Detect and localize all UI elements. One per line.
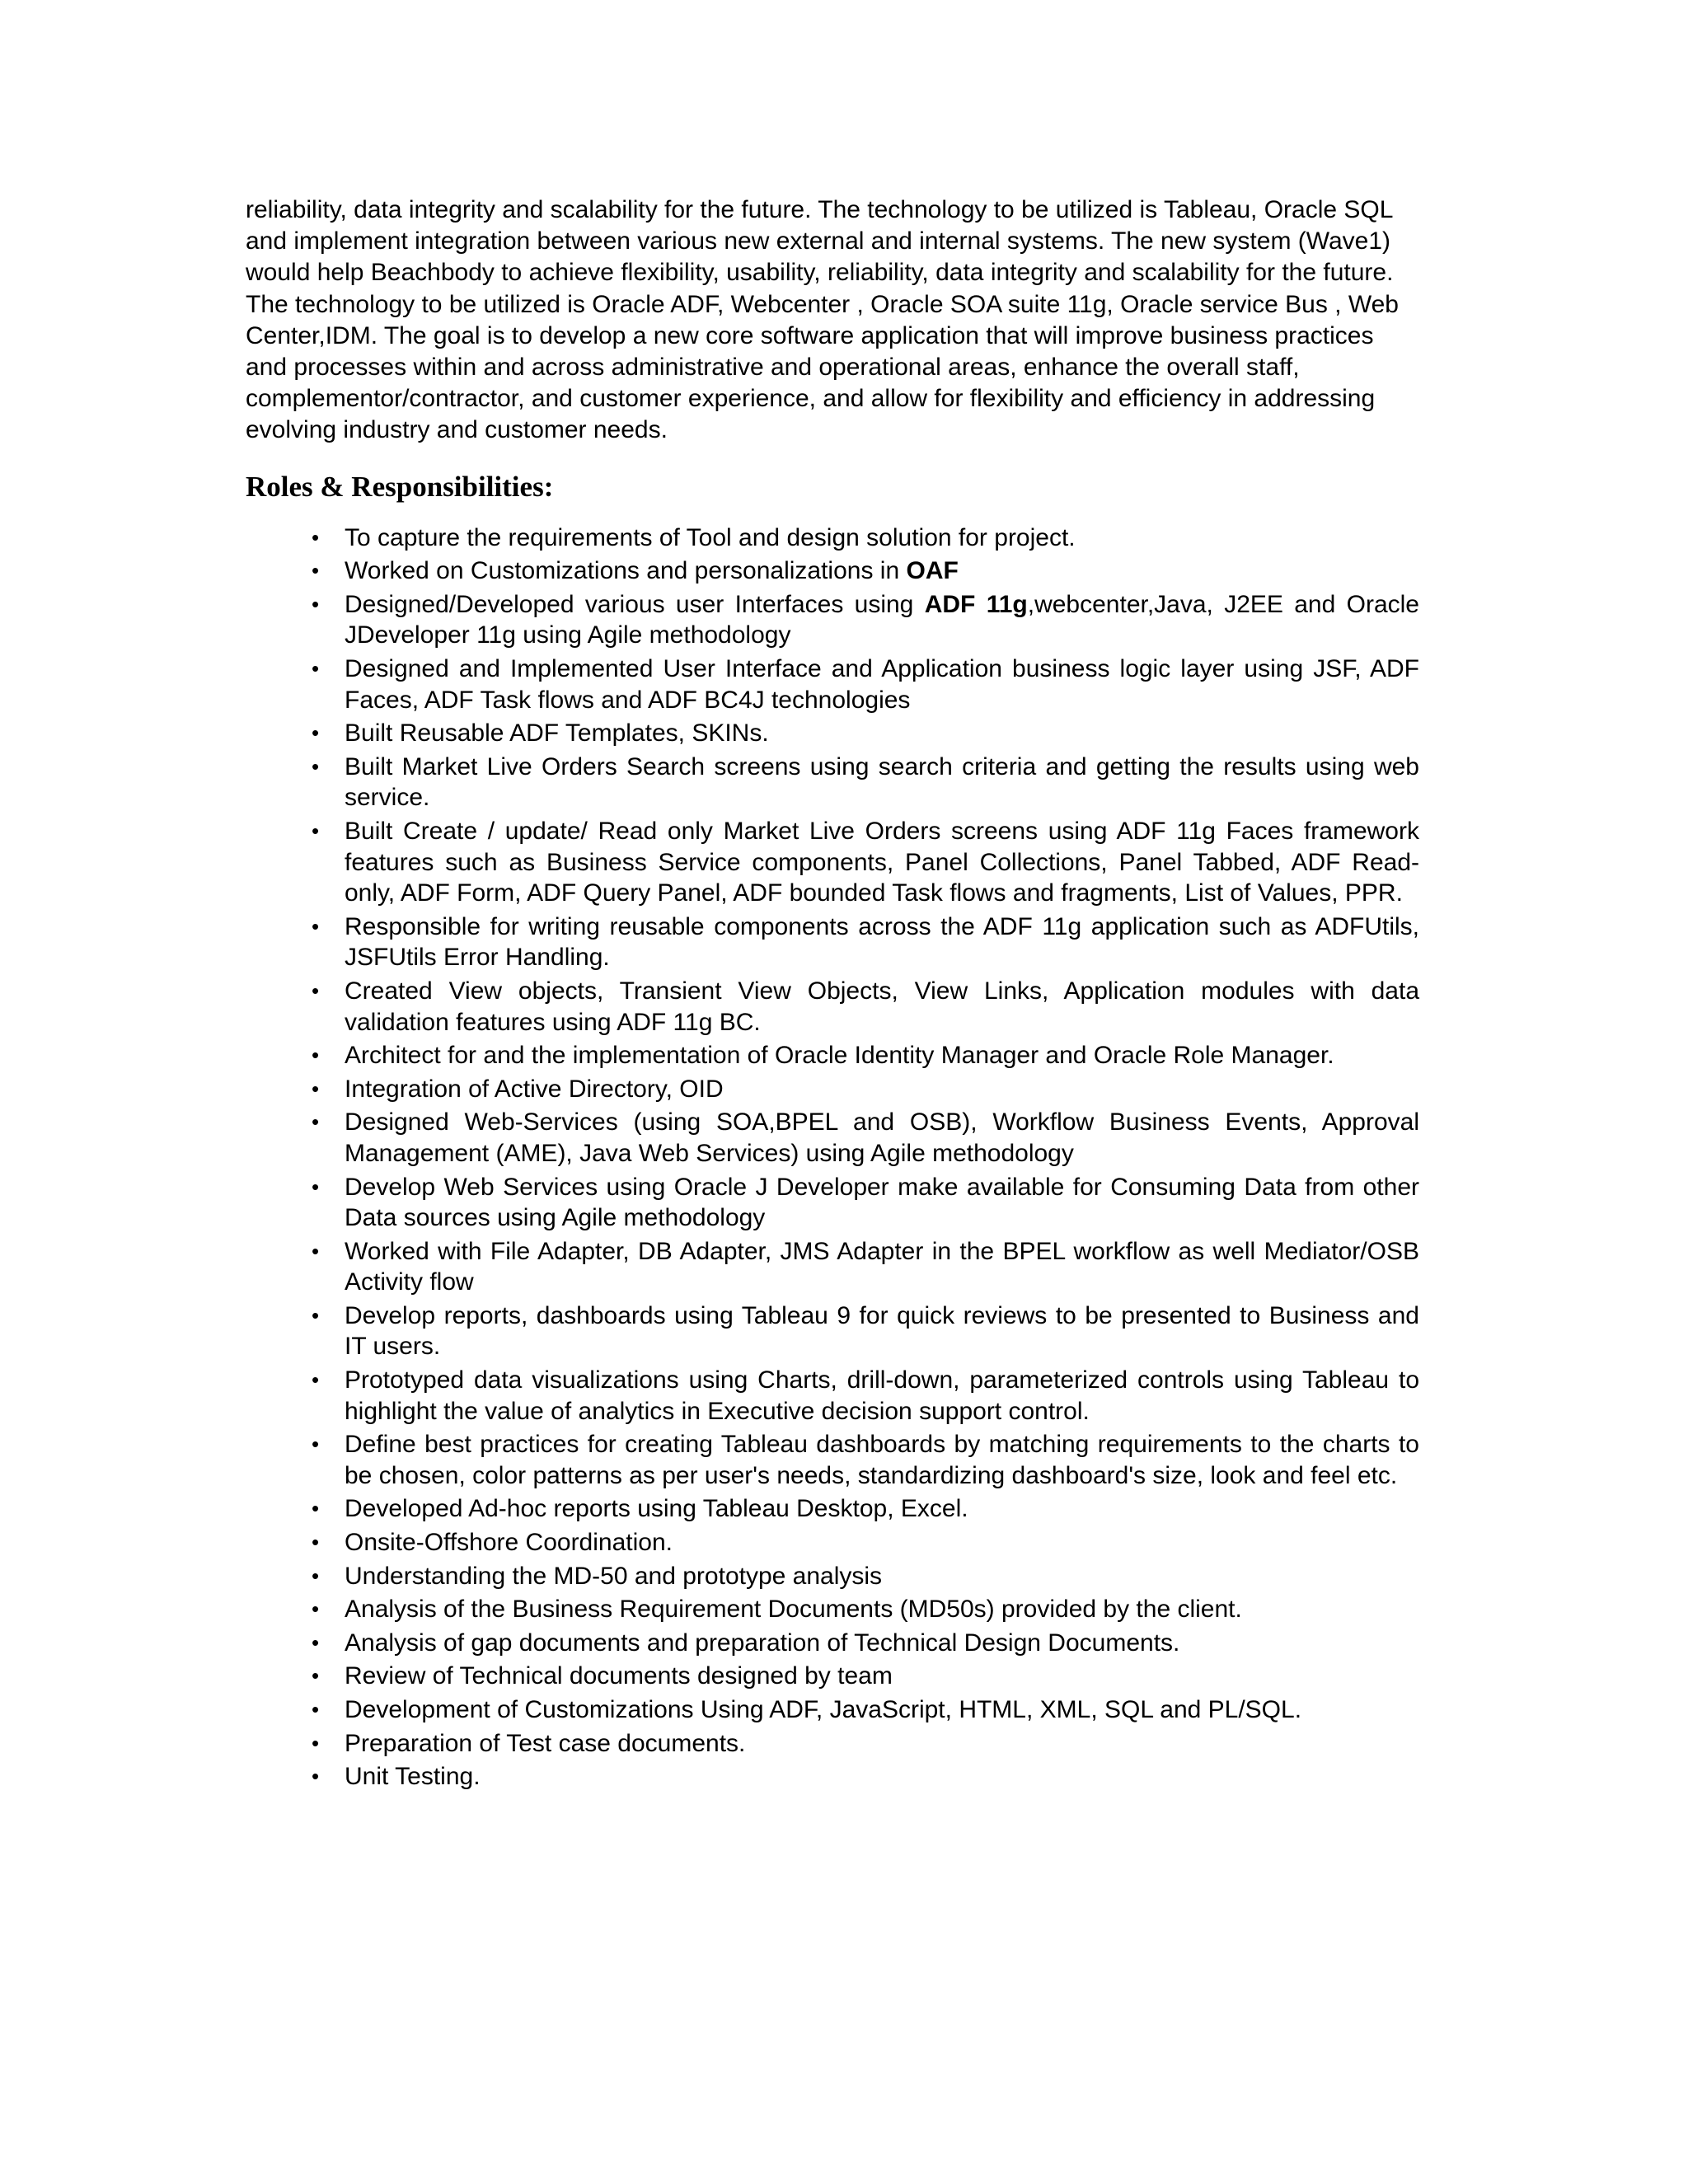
bullet-icon: • (312, 818, 320, 843)
responsibility-text: Built Market Live Orders Search screens using search criteria and getting the results using web service. (345, 752, 1419, 812)
responsibility-item (246, 1236, 1419, 1298)
responsibility-item (246, 718, 1419, 749)
responsibility-text: Developed Ad-hoc reports using Tableau Desktop, Excel. (345, 1495, 968, 1523)
bullet-icon: • (312, 1596, 320, 1622)
responsibility-text: Integration of Active Directory, OID (345, 1075, 724, 1103)
responsibility-text: Develop reports, dashboards using Tableau 9 for quick reviews to be presented to Business and IT users. (345, 1301, 1419, 1361)
responsibility-text: To capture the requirements of Tool and design solution for project. (345, 523, 1076, 551)
responsibility-item (246, 752, 1419, 813)
responsibility-text: Designed Web-Services (using SOA,BPEL and OSB), Workflow Business Events, Approval Management (AME), Java Web Services) using Agile methodology (345, 1108, 1419, 1167)
responsibility-text: Develop Web Services using Oracle J Developer make available for Consuming Data from other Data sources using Agile methodology (345, 1173, 1419, 1232)
bullet-icon: • (312, 1367, 320, 1393)
responsibility-text: Unit Testing. (345, 1763, 481, 1791)
responsibility-text: Responsible for writing reusable components across the ADF 11g application such as ADFUtils, JSFUtils Error Handling. (345, 912, 1419, 972)
bullet-icon: • (312, 1043, 320, 1068)
responsibility-item (246, 1527, 1419, 1558)
bullet-icon: • (312, 524, 320, 550)
responsibility-emphasis: OAF (906, 557, 959, 585)
responsibility-item (246, 1628, 1419, 1659)
bullet-icon: • (312, 1530, 320, 1555)
responsibility-text: Onsite-Offshore Coordination. (345, 1529, 673, 1557)
responsibility-item (246, 1493, 1419, 1525)
responsibility-item (246, 589, 1419, 651)
responsibility-text: Designed/Developed various user Interfaces using (345, 590, 925, 618)
bullet-icon: • (312, 1629, 320, 1655)
responsibility-item (246, 523, 1419, 554)
responsibility-item (246, 654, 1419, 715)
responsibility-text: Preparation of Test case documents. (345, 1729, 746, 1757)
responsibility-text: Analysis of gap documents and preparation of Technical Design Documents. (345, 1629, 1180, 1657)
responsibility-item (246, 1040, 1419, 1071)
responsibility-item (246, 1301, 1419, 1362)
responsibility-emphasis: ADF 11g (924, 590, 1028, 618)
bullet-icon: • (312, 1174, 320, 1199)
bullet-icon: • (312, 1302, 320, 1328)
bullet-icon: • (312, 1563, 320, 1588)
bullet-icon: • (312, 753, 320, 779)
responsibility-text-continued: ,webcenter,Java, J2EE and Oracle JDeveloper 11g using Agile methodology (345, 590, 1419, 649)
responsibility-text: Built Create / update/ Read only Market Live Orders screens using ADF 11g Faces framework features such as Business Service components, Panel Collections, Panel Tabbed, ADF Read-only, ADF Form, ADF Query Panel, ADF bounded Task flows and fragments, List of Values, PPR. (345, 817, 1419, 907)
responsibility-text: Prototyped data visualizations using Charts, drill-down, parameterized controls using Tableau to highlight the value of analytics in Executive decision support control. (345, 1366, 1419, 1425)
bullet-icon: • (312, 1663, 320, 1689)
responsibility-text: Understanding the MD-50 and prototype analysis (345, 1562, 883, 1590)
responsibility-item (246, 1429, 1419, 1491)
responsibility-text: Worked on Customizations and personalizations in (345, 557, 907, 585)
bullet-icon: • (312, 1496, 320, 1521)
roles-responsibilities-heading: Roles & Responsibilities: (246, 470, 554, 503)
project-description-paragraph: reliability, data integrity and scalability for the future. The technology to be utilized is Tableau, Oracle SQL and implement integration between various new external and internal systems. The new system (Wave1) would help Beachbody to achieve flexibility, usability, reliability, data integrity and scalability for the future. The technology to be utilized is Oracle ADF, Webcenter , Oracle SOA suite 11g, Oracle service Bus , Web Center,IDM. The goal is to develop a new core software application that will improve business practices and processes within and across administrative and operational areas, enhance the overall staff, complementor/contractor, and customer experience, and allow for flexibility and efficiency in addressing evolving industry and customer needs. (246, 196, 1399, 444)
responsibility-item (246, 555, 1419, 587)
bullet-icon: • (312, 1697, 320, 1722)
responsibilities-list (246, 523, 1419, 1793)
responsibility-item (246, 1074, 1419, 1105)
responsibility-item (246, 1365, 1419, 1427)
responsibility-item (246, 1728, 1419, 1760)
responsibility-item (246, 1561, 1419, 1592)
responsibility-item (246, 912, 1419, 973)
responsibility-item (246, 816, 1419, 909)
resume-page (246, 194, 1419, 1795)
bullet-icon: • (312, 1109, 320, 1135)
responsibility-text: Built Reusable ADF Templates, SKINs. (345, 719, 769, 748)
bullet-icon: • (312, 1764, 320, 1789)
bullet-icon: • (312, 1238, 320, 1263)
responsibility-text: Created View objects, Transient View Objects, View Links, Application modules with data validation features using ADF 11g BC. (345, 977, 1419, 1036)
responsibility-item (246, 976, 1419, 1038)
responsibility-text: Define best practices for creating Tableau dashboards by matching requirements to the charts to be chosen, color patterns as per user's needs, standardizing dashboard's size, look and feel etc. (345, 1431, 1419, 1489)
bullet-icon: • (312, 1730, 320, 1755)
bullet-icon: • (312, 977, 320, 1003)
responsibility-item (246, 1172, 1419, 1234)
responsibility-text: Review of Technical documents designed by team (345, 1662, 893, 1690)
bullet-icon: • (312, 1076, 320, 1101)
responsibility-item (246, 1594, 1419, 1625)
bullet-icon: • (312, 720, 320, 746)
responsibility-text: Designed and Implemented User Interface and Application business logic layer using JSF, ADF Faces, ADF Task flows and ADF BC4J technologies (345, 655, 1419, 714)
bullet-icon: • (312, 656, 320, 681)
bullet-icon: • (312, 913, 320, 939)
responsibility-text: Architect for and the implementation of Oracle Identity Manager and Oracle Role Manager. (345, 1042, 1334, 1070)
bullet-icon: • (312, 558, 320, 583)
bullet-icon: • (312, 1432, 320, 1457)
bullet-icon: • (312, 591, 320, 616)
responsibility-text: Development of Customizations Using ADF, JavaScript, HTML, XML, SQL and PL/SQL. (345, 1696, 1302, 1723)
responsibility-text: Analysis of the Business Requirement Documents (MD50s) provided by the client. (345, 1596, 1242, 1624)
responsibility-item (246, 1694, 1419, 1726)
responsibility-item (246, 1107, 1419, 1169)
responsibility-text: Worked with File Adapter, DB Adapter, JMS Adapter in the BPEL workflow as well Mediator/OSB Activity flow (345, 1237, 1419, 1296)
responsibility-item (246, 1661, 1419, 1692)
responsibility-item (246, 1761, 1419, 1793)
